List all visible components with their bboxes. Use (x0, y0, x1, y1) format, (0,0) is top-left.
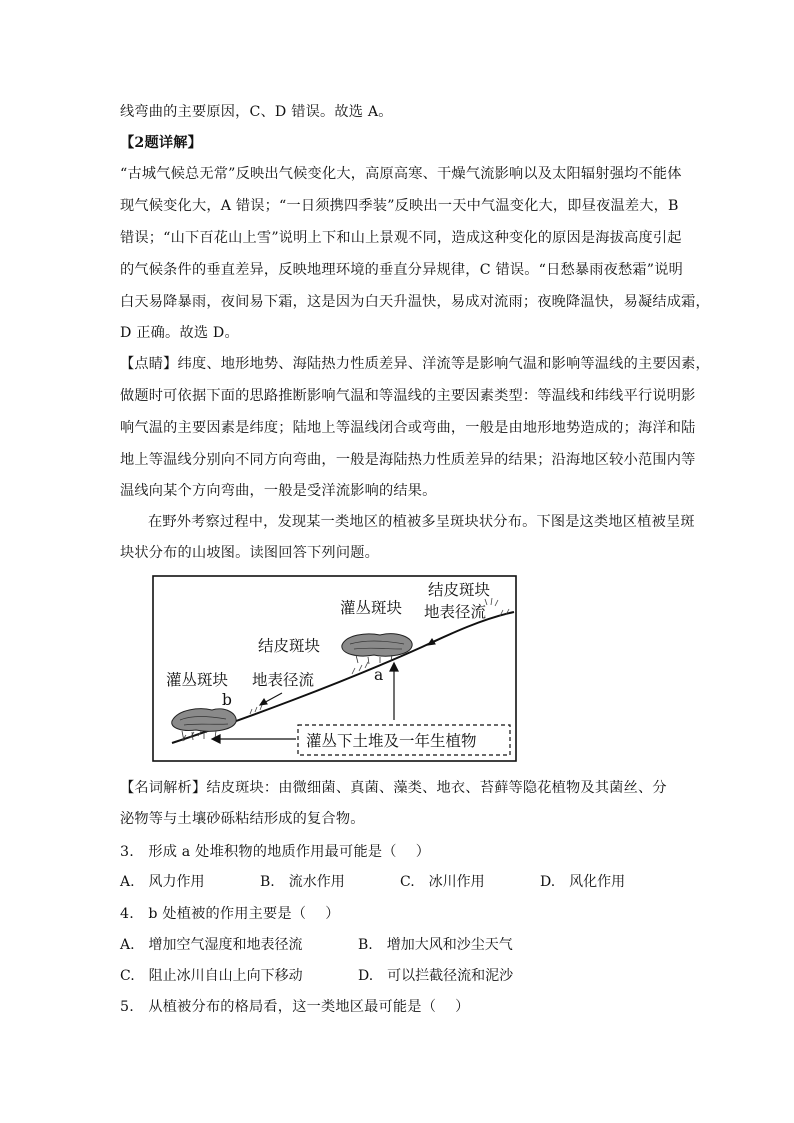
glossary-line: 【名词解析】结皮斑块：由微细菌、真菌、藻类、地衣、苔藓等隐花植物及其菌丝、分 (120, 780, 667, 796)
label-box-text: 灌丛下土堆及一年生植物 (306, 732, 477, 750)
question-4-option-b[interactable]: B. 增加大风和沙尘天气 (358, 937, 513, 953)
text-line: 地上等温线分别向不同方向弯曲，一般是海陆热力性质差异的结果；沿海地区较小范围内等 (120, 452, 696, 468)
intro-line: 在野外考察过程中，发现某一类地区的植被多呈斑块状分布。下图是这类地区植被呈斑 (148, 514, 695, 530)
question-3-option-b[interactable]: B. 流水作用 (260, 874, 345, 890)
question-3-option-c[interactable]: C. 冰川作用 (400, 874, 485, 890)
shrub-patch-upper (342, 634, 412, 664)
pointer-arrow-b (212, 735, 296, 743)
intro-line: 块状分布的山坡图。读图回答下列问题。 (120, 545, 379, 561)
question-4-option-c[interactable]: C. 阻止冰川自山上向下移动 (120, 968, 303, 984)
text-line: 温线向某个方向弯曲，一般是受洋流影响的结果。 (120, 483, 437, 499)
question-4-stem: 4. b 处植被的作用主要是（ ） (120, 906, 340, 922)
text-line: D 正确。故选 D。 (120, 325, 239, 341)
label-runoff-lower: 地表径流 (252, 671, 315, 689)
question-4-option-d[interactable]: D. 可以拦截径流和泥沙 (358, 968, 514, 984)
text-line: “古城气候总无常”反映出气候变化大，高原高寒、干燥气流影响以及太阳辐射强均不能体 (120, 166, 682, 182)
label-crust-upper: 结皮斑块 (428, 581, 491, 599)
text-line: 的气候条件的垂直差异，反映地理环境的垂直分异规律，C 错误。“日愁暴雨夜愁霜”说明 (120, 262, 684, 278)
question-3-option-a[interactable]: A. 风力作用 (120, 874, 205, 890)
slope-vegetation-figure (152, 575, 517, 762)
question-4-option-a[interactable]: A. 增加空气湿度和地表径流 (120, 937, 303, 953)
label-shrub-lower: 灌丛斑块 (166, 671, 229, 689)
label-shrub-upper: 灌丛斑块 (340, 599, 403, 617)
glossary-line: 泌物等与土壤砂砾粘结形成的复合物。 (120, 811, 365, 827)
label-crust-mid: 结皮斑块 (258, 637, 321, 655)
text-line: 做题时可依据下面的思路推断影响气温和等温线的主要因素类型：等温线和纬线平行说明影 (120, 388, 696, 404)
tip-line: 【点睛】纬度、地形地势、海陆热力性质差异、洋流等是影响气温和影响等温线的主要因素， (120, 356, 710, 372)
shrub-patch-lower (172, 709, 236, 741)
text-line: 线弯曲的主要原因，C、D 错误。故选 A。 (120, 104, 393, 120)
label-b: b (222, 691, 232, 709)
question-5-stem: 5. 从植被分布的格局看，这一类地区最可能是（ ） (120, 999, 470, 1015)
question-3-stem: 3. 形成 a 处堆积物的地质作用最可能是（ ） (120, 844, 431, 860)
text-line: 白天易降暴雨，夜间易下霜，这是因为白天升温快，易成对流雨；夜晚降温快，易凝结成霜， (120, 294, 710, 310)
section-heading: 【2题详解】 (120, 135, 203, 151)
question-3-option-d[interactable]: D. 风化作用 (540, 874, 626, 890)
text-line: 错误；“山下百花山上雪”说明上下和山上景观不同，造成这种变化的原因是海拔高度引起 (120, 230, 682, 246)
text-line: 现气候变化大，A 错误；“一日须携四季装”反映出一天中气温变化大，即昼夜温差大，B (120, 198, 679, 214)
label-runoff-upper: 地表径流 (424, 603, 487, 621)
pointer-arrow-a (390, 663, 398, 720)
label-a: a (374, 666, 384, 684)
text-line: 响气温的主要因素是纬度；陆地上等温线闭合或弯曲，一般是由地形地势造成的；海洋和陆 (120, 420, 696, 436)
slope-diagram (152, 575, 517, 762)
